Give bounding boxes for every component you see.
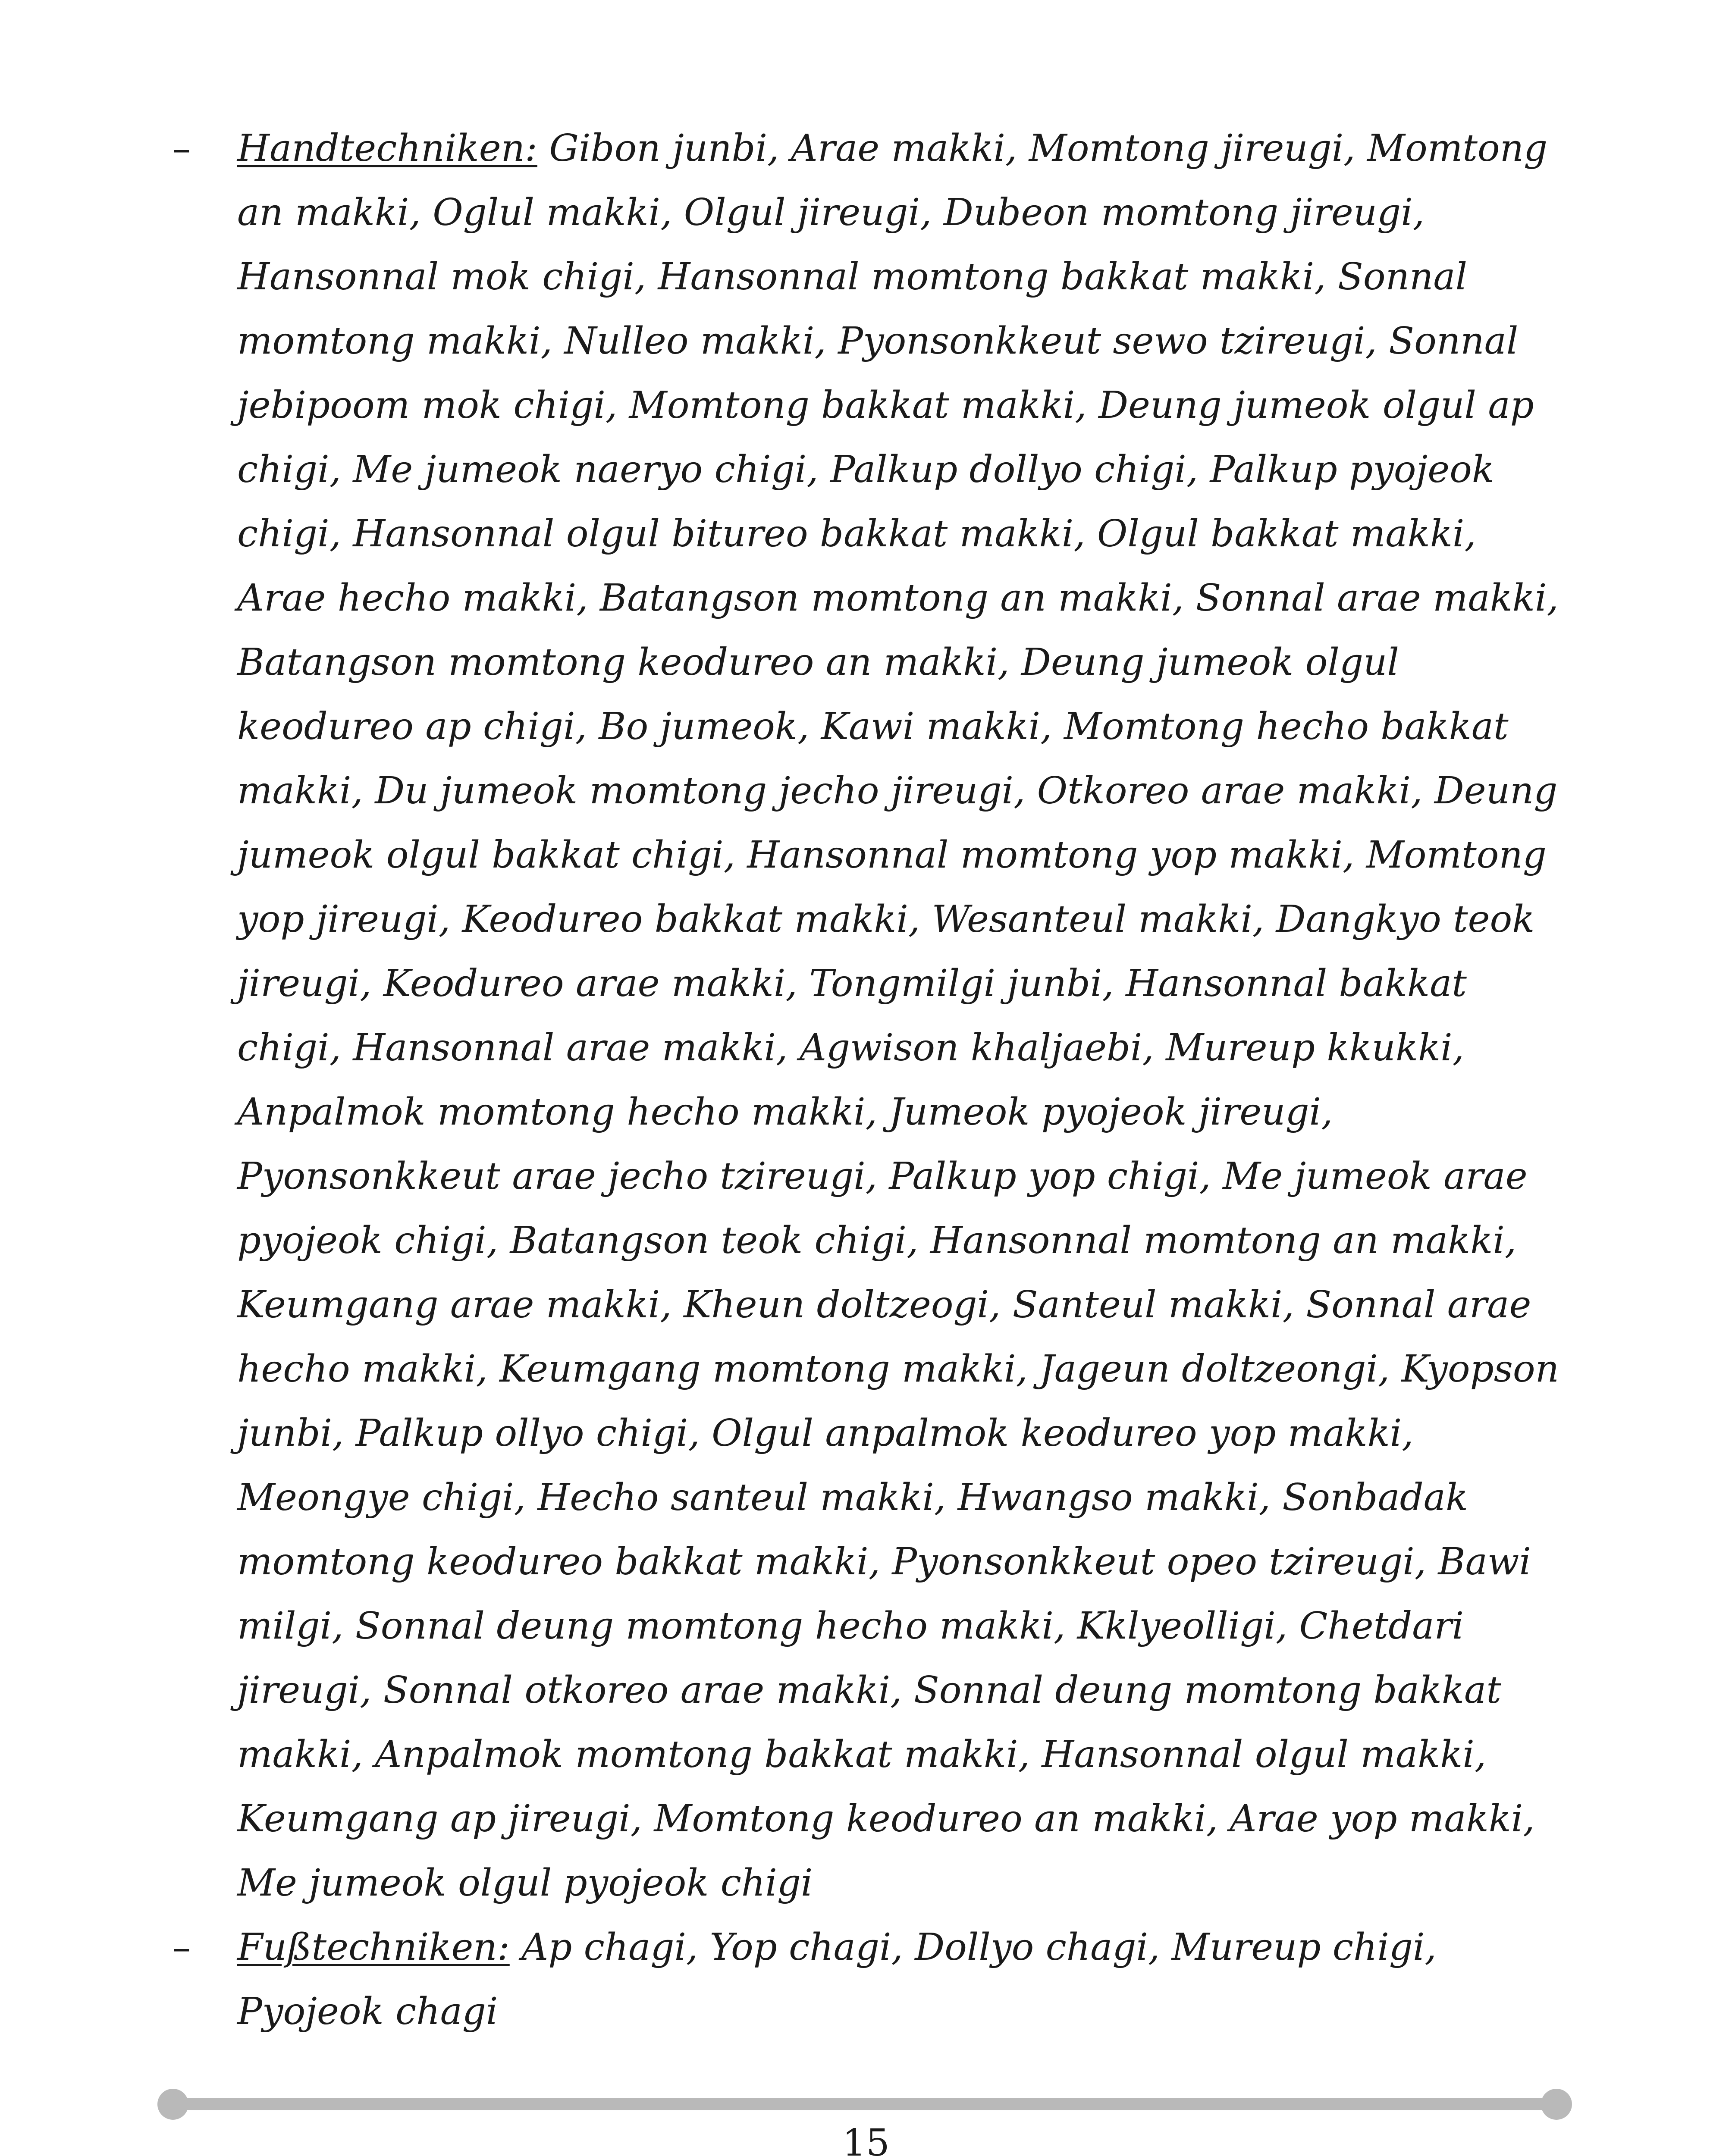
list-item-label: Handtechniken: <box>237 127 537 170</box>
page-content <box>173 116 1561 2044</box>
list-bullet: – <box>173 1926 191 1968</box>
list-bullet: – <box>173 127 191 169</box>
list-item-body: Ap chagi, Yop chagi, Dollyo chagi, Mureup chigi, Pyojeok chagi <box>237 1926 1437 2033</box>
footer-line <box>175 2098 1555 2110</box>
list-item-foot-techniques <box>173 1915 1561 2044</box>
list-item-text <box>237 116 1561 1915</box>
page-number: 15 <box>842 2122 890 2156</box>
list-item-text <box>237 1915 1561 2044</box>
footer-dot-left <box>157 2089 188 2120</box>
footer-dot-right <box>1541 2089 1572 2120</box>
list-item-body: Gibon junbi, Arae makki, Momtong jireugi, Momtong an makki, Oglul makki, Olgul jireugi, Dubeon momtong jireugi, Hansonnal mok chigi, Hansonnal momtong bakkat makki, Sonnal momtong makki, Nulleo makki, Pyonsonkkeut sewo tzireugi, Sonnal jebipoom mok chigi, Momtong bakkat makki, Deung jumeok olgul ap chigi, Me jumeok naeryo chigi, Palkup dollyo chigi, Palkup pyojeok chigi, Hansonnal olgul bitureo bakkat makki, Olgul bakkat makki, Arae hecho makki, Batangson momtong an makki, Sonnal arae makki, Batangson momtong keodureo an makki, Deung jumeok olgul keodureo ap chigi, Bo jumeok, Kawi makki, Momtong hecho bakkat makki, Du jumeok momtong jecho jireugi, Otkoreo arae makki, Deung jumeok olgul bakkat chigi, Hansonnal momtong yop makki, Momtong yop jireugi, Keodureo bakkat makki, Wesanteul makki, Dangkyo teok jireugi, Keodureo arae makki, Tongmilgi junbi, Hansonnal bakkat chigi, Hansonnal arae makki, Agwison khaljaebi, Mureup kkukki, Anpalmok momtong hecho makki, Jumeok pyojeok jireugi, Pyonsonkkeut arae jecho tzireugi, Palkup yop chigi, Me jumeok arae pyojeok chigi, Batangson teok chigi, Hansonnal momtong an makki, Keumgang arae makki, Kheun doltzeogi, Santeul makki, Sonnal arae hecho makki, Keumgang momtong makki, Jageun doltzeongi, Kyopson junbi, Palkup ollyo chigi, Olgul anpalmok keodureo yop makki, Meongye chigi, Hecho santeul makki, Hwangso makki, Sonbadak momtong keodureo bakkat makki, Pyonsonkkeut opeo tzireugi, Bawi milgi, Sonnal deung momtong hecho makki, Kklyeolligi, Chetdari jireugi, Sonnal otkoreo arae makki, Sonnal deung momtong bakkat makki, Anpalmok momtong bakkat makki, Hansonnal olgul makki, Keumgang ap jireugi, Momtong keodureo an makki, Arae yop makki, Me jumeok olgul pyojeok chigi <box>237 127 1559 1905</box>
list-item-hand-techniques <box>173 116 1561 1915</box>
list-item-label: Fußtechniken: <box>237 1926 510 1969</box>
